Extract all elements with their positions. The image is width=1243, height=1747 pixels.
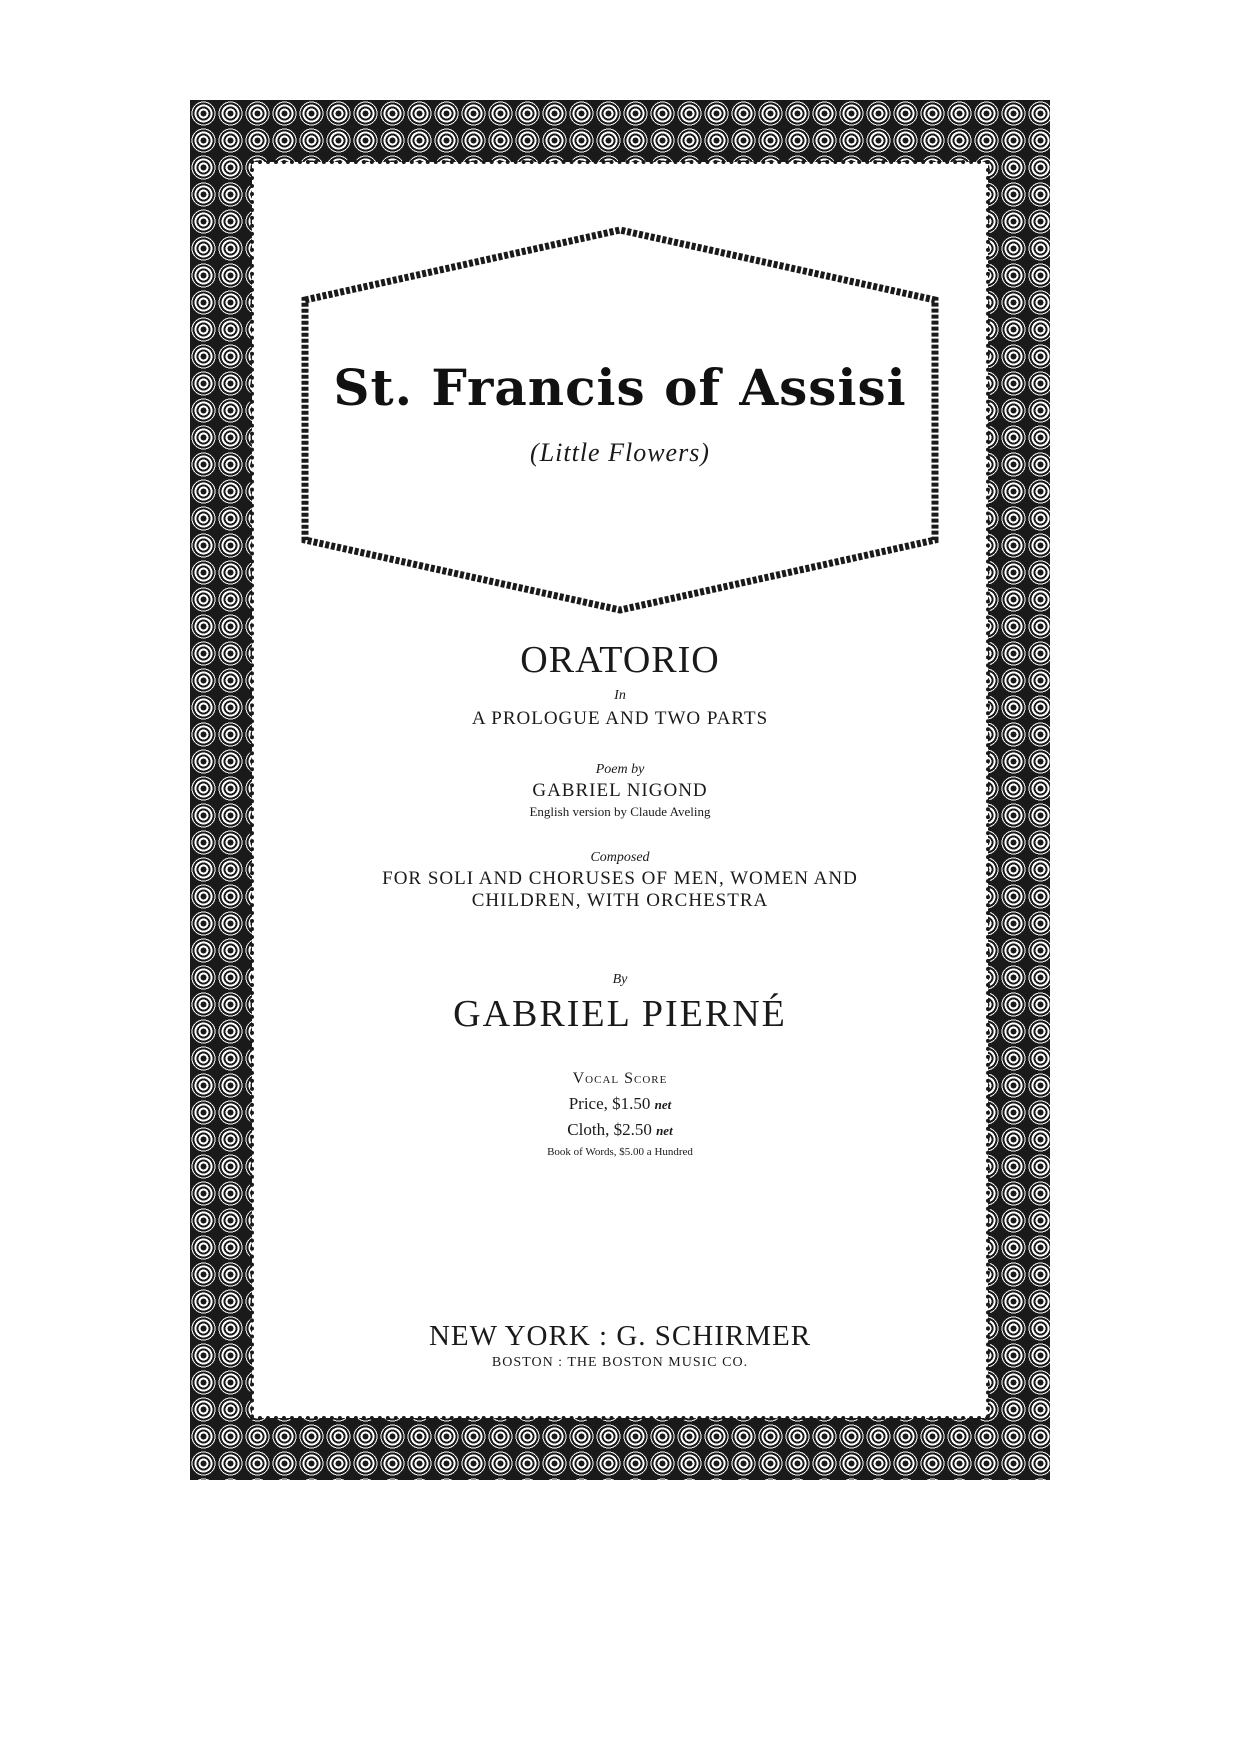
pricing-block — [260, 1070, 980, 1158]
poet-name: GABRIEL NIGOND — [532, 780, 708, 801]
work-title: St. Francis of Assisi — [333, 358, 907, 417]
words-price: Book of Words, $5.00 a Hundred — [547, 1146, 693, 1158]
poem-block — [260, 762, 980, 820]
price-paper — [260, 1094, 980, 1114]
forces-line-1: FOR SOLI AND CHORUSES OF MEN, WOMEN AND — [382, 868, 858, 889]
forces-line-2: CHILDREN, WITH ORCHESTRA — [471, 890, 769, 911]
composed-label: Composed — [590, 850, 650, 865]
by-label: By — [612, 972, 628, 987]
publisher-block — [260, 1320, 980, 1371]
composer-block — [260, 972, 980, 1036]
composer-name: GABRIEL PIERNÉ — [453, 993, 787, 1035]
title-cartouche — [300, 210, 940, 630]
genre-block — [260, 638, 980, 730]
edition-label: Vocal Score — [572, 1070, 668, 1087]
price-cloth-net: net — [656, 1123, 673, 1138]
genre-heading: ORATORIO — [520, 639, 720, 681]
composed-block — [260, 850, 980, 912]
hexagon-cartouche-icon — [300, 210, 940, 630]
ornamental-border-frame — [190, 100, 1050, 1480]
work-subtitle: (Little Flowers) — [530, 438, 710, 467]
structure-line: A PROLOGUE AND TWO PARTS — [471, 708, 769, 729]
publisher-name: NEW YORK : G. SCHIRMER — [428, 1320, 812, 1352]
poem-label: Poem by — [595, 762, 645, 777]
translation-credit: English version by Claude Aveling — [529, 804, 711, 819]
price-cloth-amount: Cloth, $2.50 — [567, 1120, 652, 1139]
title-page-content — [260, 170, 980, 1410]
in-label: In — [614, 688, 626, 703]
price-paper-amount: Price, $1.50 — [568, 1094, 651, 1113]
publisher-boston: BOSTON : THE BOSTON MUSIC CO. — [491, 1355, 749, 1370]
price-paper-net: net — [654, 1097, 672, 1112]
price-cloth — [260, 1120, 980, 1140]
